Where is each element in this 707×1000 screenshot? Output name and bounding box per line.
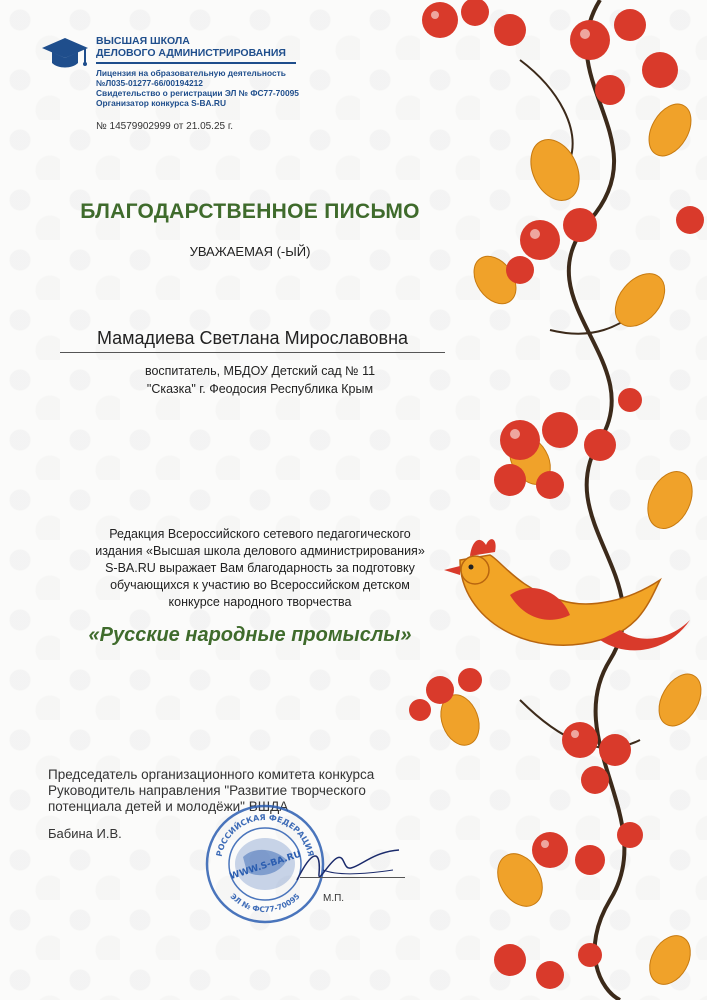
stamp-bottom-text: ЭЛ № ФС77-70095	[228, 891, 302, 915]
signer-name: Бабина И.В.	[48, 826, 122, 841]
license-number: №Л035-01277-66/00194212	[96, 78, 203, 88]
registration-certificate: Свидетельство о регистрации ЭЛ № ФС77-70095	[96, 88, 299, 98]
license-label: Лицензия на образовательную деятельность	[96, 68, 286, 78]
letter-body	[40, 526, 480, 611]
body-line: S-BA.RU выражает Вам благодарность за подготовку	[105, 561, 415, 575]
body-line: конкурсе народного творчества	[168, 595, 352, 609]
signatory-line: потенциала детей и молодёжи" ВШДА	[48, 799, 289, 814]
body-line: Редакция Всероссийского сетевого педагогического	[109, 527, 411, 541]
letter-title: БЛАГОДАРСТВЕННОЕ ПИСЬМО	[80, 200, 420, 223]
org-divider	[96, 62, 296, 64]
body-line: издания «Высшая школа делового администрирования»	[95, 544, 425, 558]
org-name: ВЫСШАЯ ШКОЛА	[96, 35, 190, 47]
khokhloma-ornament	[400, 0, 707, 1000]
stamp-top-text: РОССИЙСКАЯ ФЕДЕРАЦИЯ	[214, 812, 316, 858]
graduation-cap-icon	[40, 30, 90, 75]
signatory-line: Руководитель направления "Развитие творческого	[48, 783, 366, 798]
organization-header	[96, 35, 376, 108]
body-line: обучающихся к участию во Всероссийском детском	[110, 578, 410, 592]
recipient-position	[40, 362, 480, 398]
svg-text:ЭЛ № ФС77-70095	[228, 892, 301, 914]
salutation: УВАЖАЕМАЯ (-ЫЙ)	[189, 244, 311, 259]
seal-place-label: М.П.	[323, 893, 345, 904]
signature-line	[300, 877, 405, 878]
position-line: "Сказка" г. Феодосия Республика Крым	[146, 382, 374, 396]
stamp-site: WWW.S-BA.RU	[228, 849, 303, 883]
handwritten-signature	[293, 840, 403, 890]
signatory-line: Председатель организационного комитета конкурса	[48, 767, 375, 782]
contest-organizer: Организатор конкурса S-BA.RU	[96, 98, 226, 108]
contest-name: «Русские народные промыслы»	[88, 624, 412, 646]
recipient-name: Мамадиева Светлана Мирославовна	[60, 328, 445, 353]
position-line: воспитатель, МБДОУ Детский сад № 11	[144, 364, 376, 378]
document-number: № 14579902999 от 21.05.25 г.	[96, 121, 234, 132]
org-name-line2: ДЕЛОВОГО АДМИНИСТРИРОВАНИЯ	[96, 47, 286, 59]
